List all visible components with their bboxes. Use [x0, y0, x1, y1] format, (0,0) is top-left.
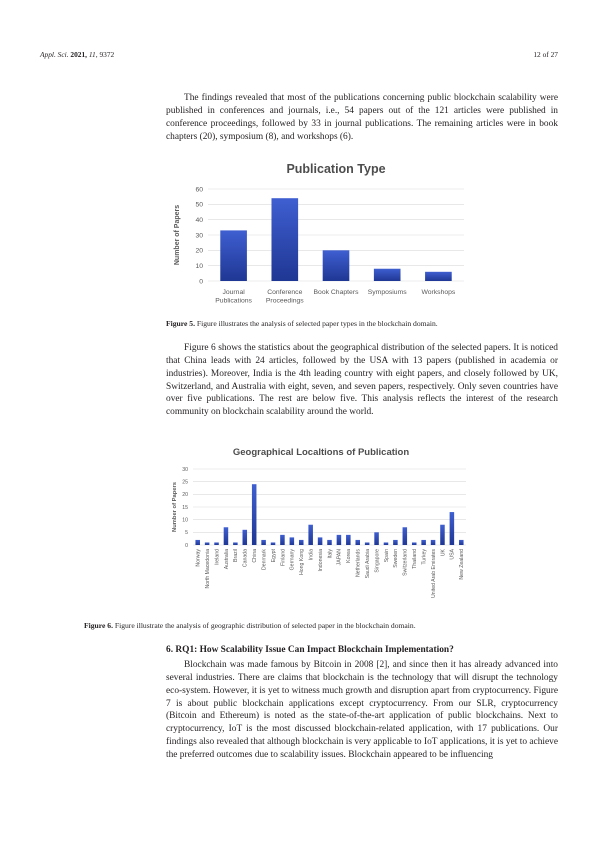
y-tick-label: 60 — [195, 186, 203, 194]
bar — [393, 540, 398, 545]
x-tick-label: Saudi Arabia — [364, 549, 371, 579]
figure-5-caption-text: Figure illustrates the analysis of selected paper types in the blockchain domain. — [196, 319, 438, 328]
bar — [459, 540, 464, 545]
y-tick-label: 25 — [182, 479, 188, 486]
bar — [252, 484, 257, 545]
y-tick-label: 40 — [195, 217, 203, 225]
figure-5-caption — [166, 319, 558, 329]
bar — [261, 540, 266, 545]
x-tick-label: Indonesia — [317, 549, 324, 572]
page-number: 12 of 27 — [533, 50, 558, 59]
journal-year: 2021, — [70, 50, 88, 59]
bar — [271, 198, 298, 281]
bar — [337, 535, 342, 545]
bar — [299, 540, 304, 545]
x-tick-label: Norway — [195, 549, 202, 567]
bar — [421, 540, 426, 545]
x-tick-label: Book Chapters — [313, 288, 359, 296]
x-tick-label: JAPAN — [336, 549, 343, 566]
x-tick-label: Netherlands — [355, 549, 362, 577]
bar — [355, 540, 360, 545]
x-tick-label: Korea — [346, 549, 353, 563]
x-tick-label: North Macedonia — [204, 549, 211, 589]
x-tick-label: Spain — [383, 549, 390, 563]
bar — [425, 272, 452, 281]
bar — [233, 542, 238, 545]
y-tick-label: 5 — [185, 530, 188, 537]
x-tick-label: Australia — [223, 549, 230, 570]
x-tick-label: Denmark — [261, 549, 268, 571]
x-tick-label: USA — [449, 549, 456, 560]
x-tick-label: Workshops — [421, 288, 456, 296]
paragraph-geographical-distribution: Figure 6 shows the statistics about the geographical distribution of the selected papers. It is noticed that China leads with 24 articles, followed by the USA with 13 papers (published in academia or industries). Moreover, India is the 4th leading country with eight papers, and closely followed by UK, Switzerland, and Australia with eight, seven, and seven papers, respectively. Only seven countries have over five publications. The rest are below five. This analysis reflects the interest of the research community on blockchain scalability around the world. — [166, 343, 558, 418]
x-tick-label: India — [308, 549, 315, 561]
x-tick-label: Hong Kong — [299, 549, 306, 575]
x-tick-label: Thailand — [412, 549, 419, 569]
figure-6-caption-text: Figure illustrate the analysis of geographic distribution of selected paper in the blockchain domain. — [114, 621, 416, 630]
bar — [346, 535, 351, 545]
bar — [440, 525, 445, 545]
x-tick-label: China — [252, 549, 259, 563]
x-tick-label: Finland — [280, 549, 287, 567]
y-tick-label: 50 — [195, 201, 203, 209]
x-tick-label: Singapore — [374, 549, 381, 573]
bar — [243, 530, 248, 545]
x-tick-label: Germany — [289, 549, 296, 571]
y-tick-label: 0 — [185, 542, 188, 549]
bar — [450, 512, 455, 545]
bar — [323, 250, 350, 281]
x-tick-label: New Zealand — [459, 549, 466, 580]
bar — [224, 527, 229, 545]
figure-6-label: Figure 6. — [84, 621, 113, 630]
y-tick-label: 15 — [182, 504, 188, 511]
x-tick-label: Canada — [242, 549, 249, 568]
figure-5-publication-type-chart — [166, 156, 476, 321]
journal-citation — [40, 50, 114, 59]
x-tick-label: Sweden — [393, 549, 400, 568]
paragraph-publication-types: The findings revealed that most of the publications concerning public blockchain scalability were published in conferences and journals, i.e., 54 papers out of the 121 articles were published in conference proceedings, followed by 33 in journal publications. The remaining articles were in book chapters (20), symposium (8), and workshops (6). — [166, 93, 558, 142]
section-heading: 6. RQ1: How Scalability Issue Can Impact Blockchain Implementation? — [166, 645, 454, 655]
x-tick-label: United Arab Emirates — [430, 549, 437, 599]
figure-6-caption — [84, 621, 558, 631]
y-tick-label: 20 — [182, 492, 188, 499]
bar — [431, 540, 436, 545]
y-tick-label: 0 — [199, 278, 203, 286]
journal-volume: 11, — [88, 50, 98, 59]
journal-name: Appl. Sci. — [40, 50, 69, 59]
y-tick-label: 20 — [195, 247, 203, 255]
bar — [412, 542, 417, 545]
chart-title: Publication Type — [286, 162, 386, 176]
x-tick-label: Symposiums — [367, 288, 407, 296]
x-tick-label: Journal Publications — [215, 288, 252, 305]
page-header — [40, 50, 558, 64]
bar — [403, 527, 408, 545]
bar — [271, 542, 276, 545]
bar — [195, 540, 200, 545]
paragraph-blockchain-applications: Blockchain was made famous by Bitcoin in 2008 [2], and since then it has already advanced into several industries. There are claims that blockchain is the technology that will disrupt the technology eco-system. However, it is yet to witness much growth and disruption apart from cryptocurrency. Figure 7 is about public blockchain applications except cryptocurrency. From our SLR, cryptocurrency (Bitcoin and Ethereum) is noted as the state-of-the-art application of public blockchains. Next to cryptocurrency, IoT is the most discussed blockchain-related application, with 17 publications. Our findings also revealed that although blockchain is very applicable to IoT applications, it is yet to achieve the preferred outcomes due to scalability issues. Blockchain appeared to be influencing — [166, 660, 558, 760]
x-tick-label: UK — [440, 549, 447, 557]
y-axis-label: Number of Papers — [174, 204, 181, 266]
y-tick-label: 30 — [195, 232, 203, 240]
y-tick-label: 10 — [195, 263, 203, 271]
bar — [365, 542, 370, 545]
article-number: 9372 — [99, 50, 115, 59]
y-tick-label: 30 — [182, 466, 188, 473]
bar — [374, 269, 401, 281]
x-tick-label: Ireland — [214, 549, 221, 565]
bar — [280, 535, 285, 545]
bar — [220, 230, 247, 281]
x-tick-label: Turkey — [421, 549, 428, 565]
figure-5-label: Figure 5. — [166, 319, 195, 328]
x-tick-label: Italy — [327, 549, 334, 559]
y-tick-label: 10 — [182, 517, 188, 524]
bar — [214, 542, 219, 545]
bar — [374, 532, 379, 545]
bar — [308, 525, 313, 545]
x-tick-label: Brazil — [233, 549, 240, 562]
x-tick-label: Conference Proceedings — [265, 288, 304, 305]
chart-title: Geographical Localtions of Publication — [232, 447, 410, 458]
bar — [384, 542, 389, 545]
bar — [318, 537, 323, 545]
x-tick-label: Switzerland — [402, 549, 409, 576]
x-tick-label: Egypt — [270, 549, 277, 563]
y-axis-label: Number of Papers — [172, 482, 178, 532]
bar — [327, 540, 332, 545]
bar — [205, 542, 210, 545]
figure-6-geographic-chart — [166, 440, 486, 600]
bar — [290, 537, 295, 545]
